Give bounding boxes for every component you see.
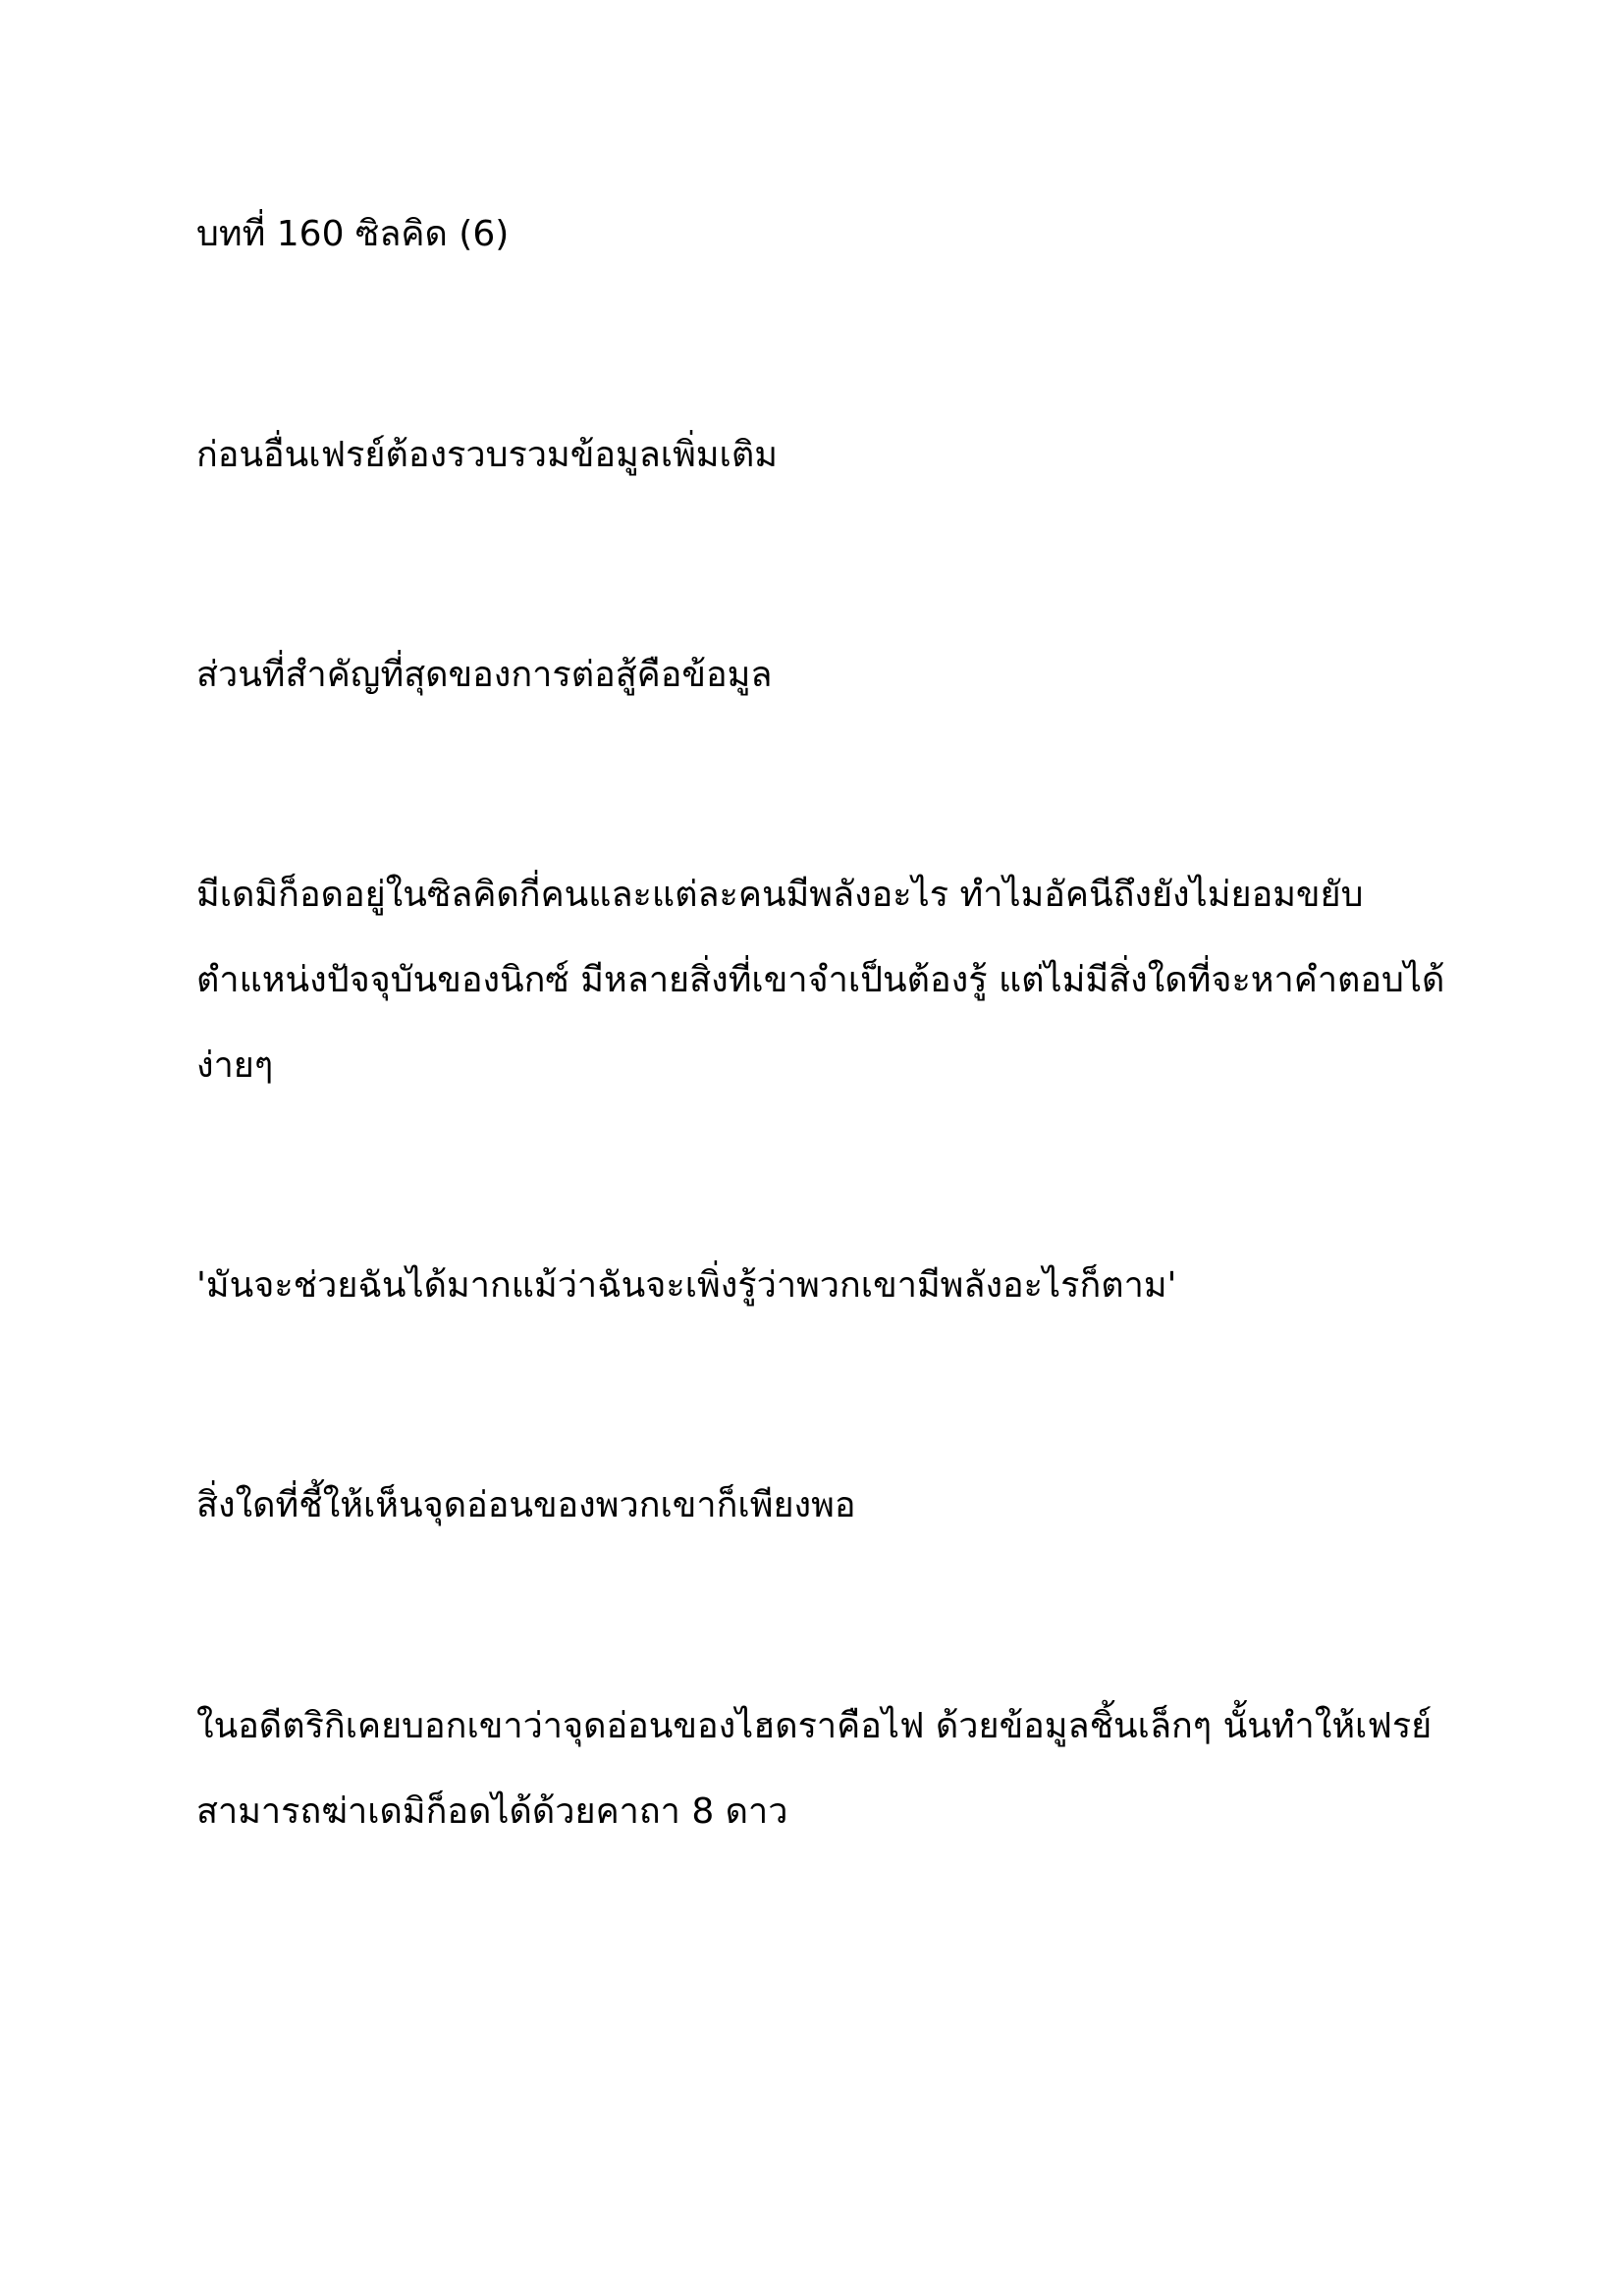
paragraph-6-line-2: สามารถฆ่าเดมิก็อดได้ด้วยคาถา 8 ดาว <box>196 1791 788 1832</box>
paragraph-1-line-1: ก่อนอื่นเฟรย์ต้องรวบรวมข้อมูลเพิ่มเติม <box>196 435 778 475</box>
paragraph-3-line-3: ง่ายๆ <box>196 1045 274 1086</box>
paragraph-6-line-1: ในอดีตริกิเคยบอกเขาว่าจุดอ่อนของไฮดราคือไฟ ด้วยข้อมูลชิ้นเล็กๆ นั้นทำให้เฟรย์ <box>196 1706 1433 1746</box>
paragraph-5-line-1: สิ่งใดที่ชี้ให้เห็นจุดอ่อนของพวกเขาก็เพียงพอ <box>196 1485 856 1525</box>
paragraph-2-line-1: ส่วนที่สำคัญที่สุดของการต่อสู้คือข้อมูล <box>196 655 773 695</box>
paragraph-3-line-2: ตำแหน่งปัจจุบันของนิกซ์ มีหลายสิ่งที่เขาจำเป็นต้องรู้ แต่ไม่มีสิ่งใดที่จะหาคำตอบได้ <box>196 960 1445 1000</box>
paragraph-4-line-1: 'มันจะช่วยฉันได้มากแม้ว่าฉันจะเพิ่งรู้ว่าพวกเขามีพลังอะไรก็ตาม' <box>196 1265 1177 1306</box>
paragraph-3-line-1: มีเดมิก็อดอยู่ในซิลคิดกี่คนและแต่ละคนมีพลังอะไร ทำไมอัคนีถึงยังไม่ยอมขยับ <box>196 875 1364 915</box>
chapter-title: บทที่ 160 ซิลคิด (6) <box>196 214 510 254</box>
